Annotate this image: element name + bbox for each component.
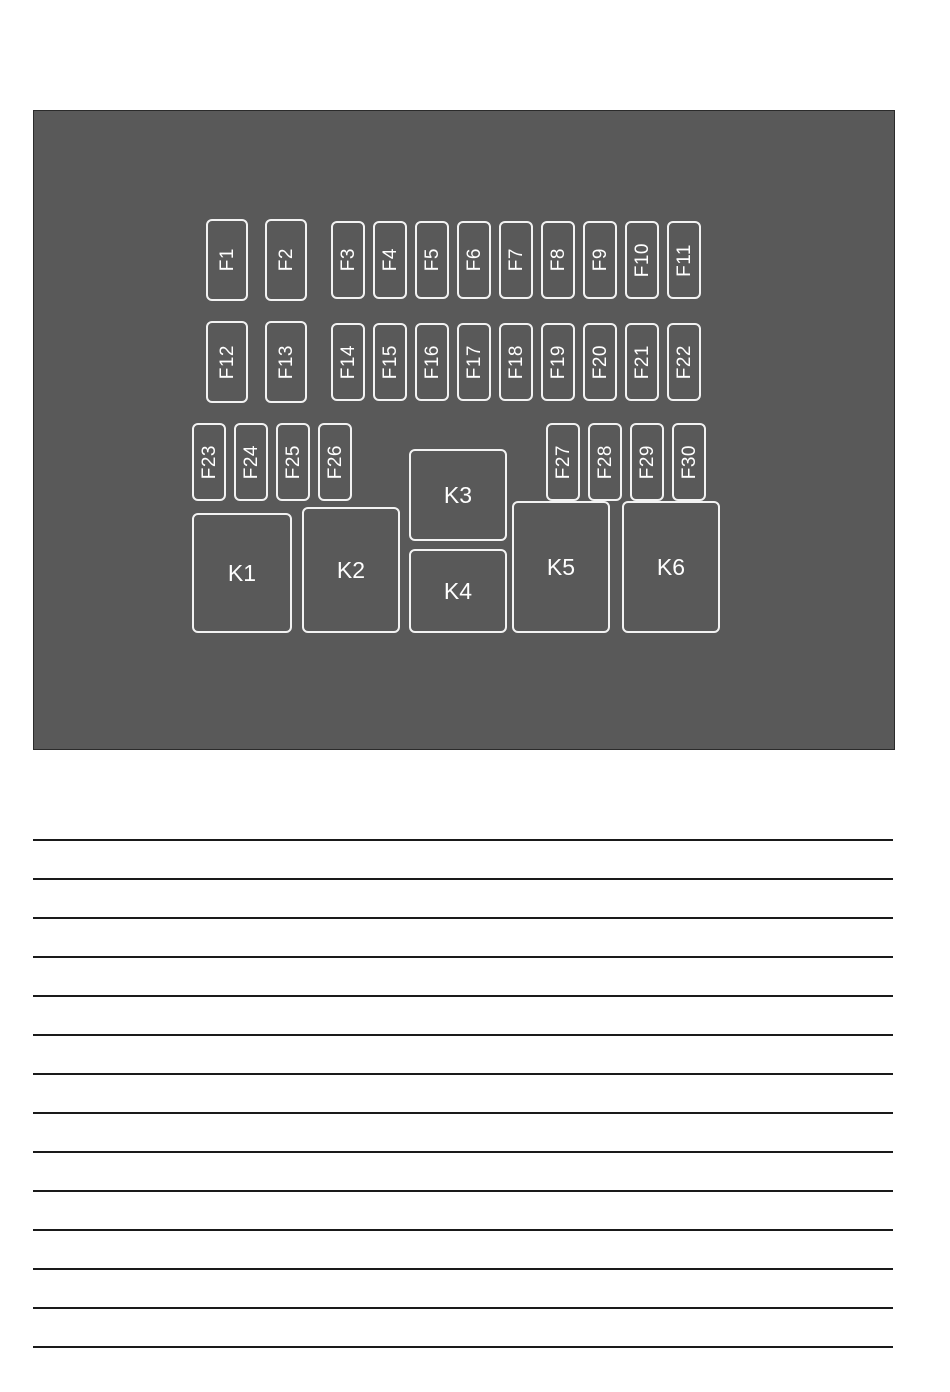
fuse-slot-f5 [415,221,449,299]
fuse-label: F19 [547,344,569,380]
fuse-label: F26 [324,444,346,480]
fuse-slot-f25 [276,423,310,501]
fuse-label: F11 [673,243,695,277]
fuse-label: F2 [275,248,297,272]
fuse-label: F30 [678,444,700,480]
fuse-label: F16 [421,344,443,380]
note-line [33,995,893,997]
note-line [33,1034,893,1036]
note-line [33,1307,893,1309]
fuse-slot-f16 [415,323,449,401]
relay-label: K4 [443,577,473,604]
fuse-slot-f10 [625,221,659,299]
fuse-slot-f15 [373,323,407,401]
note-line [33,1112,893,1114]
fuse-slot-f3 [331,221,365,299]
relay-slot-k5 [512,501,610,633]
fuse-label: F29 [636,444,658,480]
fuse-label: F7 [505,248,527,272]
relay-label: K3 [443,481,473,508]
note-line [33,839,893,841]
fuse-label: F6 [463,248,485,272]
relay-label: K6 [656,553,686,580]
relay-label: K5 [546,553,576,580]
fuse-slot-f21 [625,323,659,401]
fuse-label: F4 [379,248,401,272]
fuse-label: F28 [594,444,616,480]
fuse-label: F15 [379,344,401,380]
fuse-label: F25 [282,444,304,480]
fuse-label: F1 [216,248,238,272]
fuse-slot-f17 [457,323,491,401]
note-line [33,878,893,880]
note-line [33,1268,893,1270]
fuse-slot-f26 [318,423,352,501]
fuse-slot-f23 [192,423,226,501]
note-line [33,1151,893,1153]
fuse-slot-f12 [206,321,248,403]
fuse-label: F12 [216,344,238,380]
relay-slot-k3 [409,449,507,541]
fuse-slot-f20 [583,323,617,401]
fuse-slot-f18 [499,323,533,401]
fuse-slot-f2 [265,219,307,301]
fuse-label: F8 [547,248,569,272]
fuse-label: F14 [337,344,359,380]
note-line [33,1346,893,1348]
fuse-label: F21 [631,344,653,380]
relay-slot-k4 [409,549,507,633]
fuse-label: F13 [275,344,297,380]
fuse-label: F3 [337,248,359,272]
fuse-slot-f6 [457,221,491,299]
fuse-label: F24 [240,444,262,480]
note-line [33,1229,893,1231]
fuse-slot-f8 [541,221,575,299]
note-line [33,1073,893,1075]
fuse-slot-f14 [331,323,365,401]
fuse-slot-f28 [588,423,622,501]
fuse-slot-f19 [541,323,575,401]
fuse-label: F23 [198,444,220,480]
fuse-slot-f27 [546,423,580,501]
relay-slot-k2 [302,507,400,633]
fuse-label: F5 [421,248,443,272]
fuse-slot-f29 [630,423,664,501]
fuse-label: F22 [673,344,695,380]
fuse-slot-f11 [667,221,701,299]
fuse-label: F17 [463,344,485,380]
note-line [33,917,893,919]
fuse-slot-f24 [234,423,268,501]
relay-slot-k1 [192,513,292,633]
fuse-label: F27 [552,444,574,480]
fuse-slot-f7 [499,221,533,299]
fuse-slot-f30 [672,423,706,501]
fuse-box-diagram [33,110,895,750]
fuse-slot-f1 [206,219,248,301]
fuse-label: F9 [589,248,611,272]
fuse-label: F18 [505,344,527,380]
fuse-label: F20 [589,344,611,380]
fuse-slot-f13 [265,321,307,403]
note-line [33,1190,893,1192]
fuse-label: F10 [631,242,653,278]
fuse-slot-f9 [583,221,617,299]
relay-slot-k6 [622,501,720,633]
fuse-slot-f22 [667,323,701,401]
relay-label: K1 [227,559,257,586]
relay-label: K2 [336,556,366,583]
fuse-slot-f4 [373,221,407,299]
note-line [33,956,893,958]
